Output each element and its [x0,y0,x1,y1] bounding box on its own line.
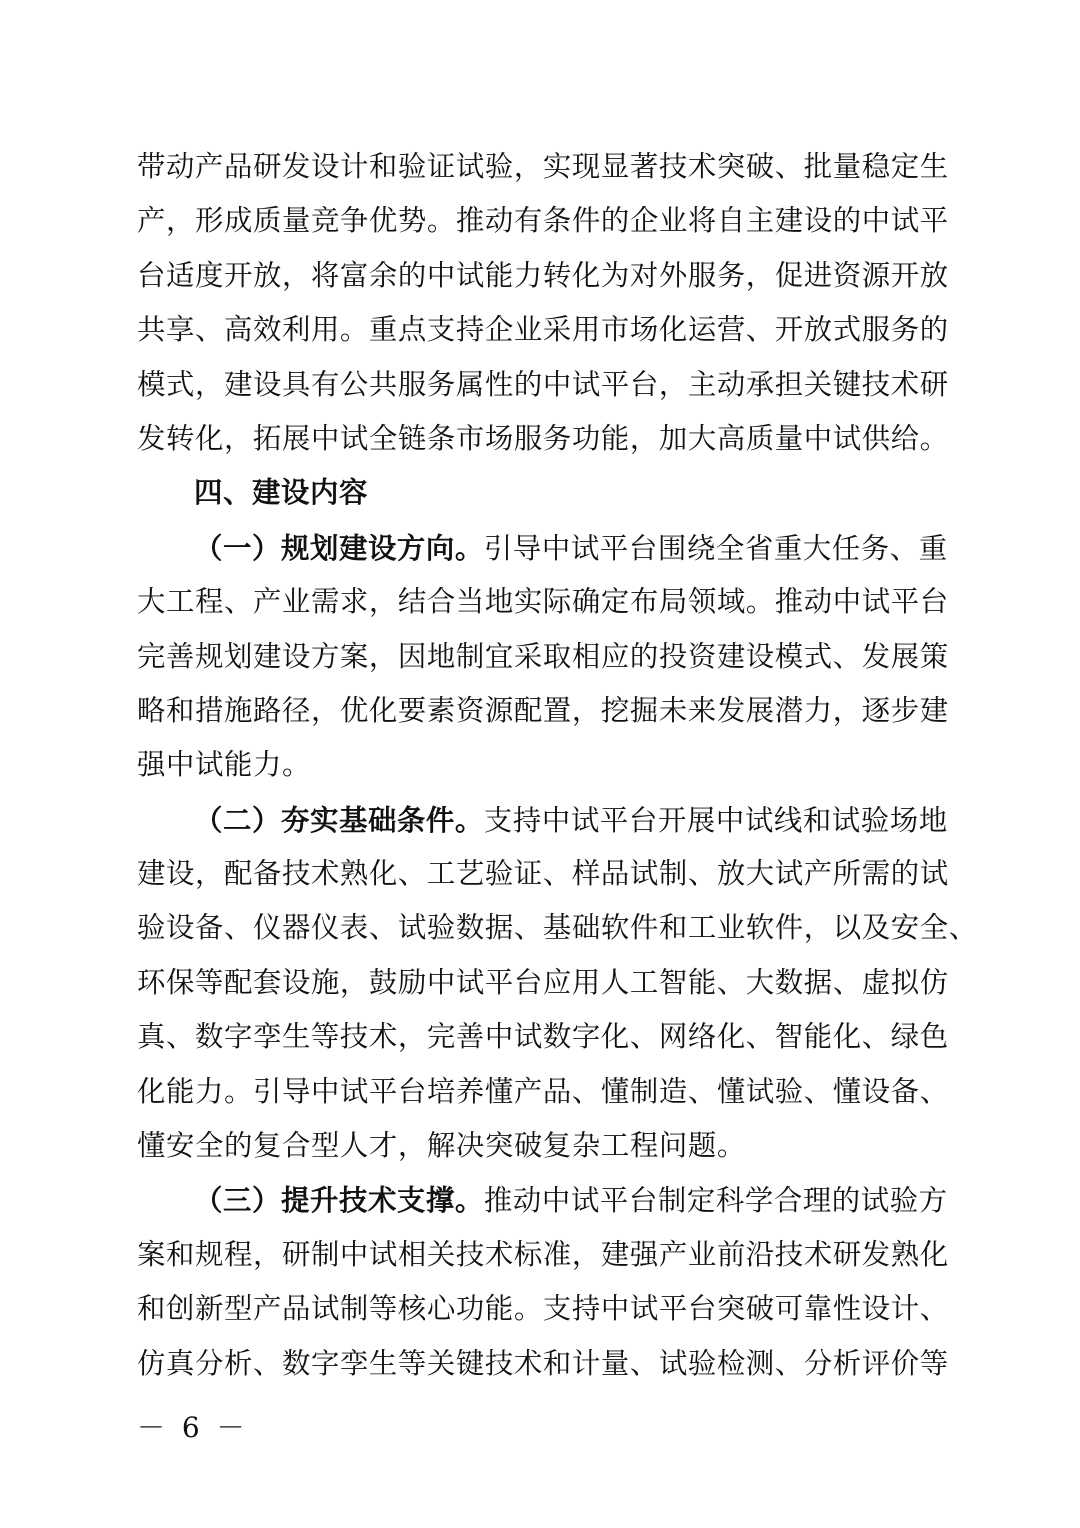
intro-line-1: 带动产品研发设计和验证试验，实现显著技术突破、批量稳定生 [137,150,949,183]
section2-heading: （二）夯实基础条件。 [194,802,484,837]
section2-first-line-text: 支持中试平台开展中试线和试验场地 [483,803,948,837]
intro-line-5: 模式，建设具有公共服务属性的中试平台，主动承担关键技术研 [137,367,949,401]
section3-line-2: 案和规程，研制中试相关技术标准，建强产业前沿技术研发熟化 [137,1237,949,1271]
section2-line-4: 环保等配套设施，鼓励中试平台应用人工智能、大数据、虚拟仿 [137,965,949,999]
section2-first-line [137,793,947,847]
section1-line-2: 大工程、产业需求，结合当地实际确定布局领域。推动中试平台 [137,585,949,619]
section2-line-5: 真、数字孪生等技术，完善中试数字化、网络化、智能化、绿色 [137,1020,949,1054]
section-heading: 四、建设内容 [194,476,368,510]
section3-line-4: 仿真分析、数字孪生等关键技术和计量、试验检测、分析评价等 [137,1346,949,1380]
section3-heading: （三）提升技术支撑。 [194,1183,484,1218]
section1-line-4: 略和措施路径，优化要素资源配置，挖掘未来发展潜力，逐步建 [137,693,949,727]
section1-heading: （一）规划建设方向。 [194,530,484,565]
intro-line-4: 共享、高效利用。重点支持企业采用市场化运营、开放式服务的 [137,313,949,347]
section2-line-3: 验设备、仪器仪表、试验数据、基础软件和工业软件，以及安全、 [137,911,978,945]
section2-line-2: 建设，配备技术熟化、工艺验证、样品试制、放大试产所需的试 [137,857,949,891]
intro-line-3: 台适度开放，将富余的中试能力转化为对外服务，促进资源开放 [137,258,949,292]
section1-line-5: 强中试能力。 [137,748,311,782]
intro-line-6: 发转化，拓展中试全链条市场服务功能，加大高质量中试供给。 [137,421,949,455]
section1-line-3: 完善规划建设方案，因地制宜采取相应的投资建设模式、发展策 [137,639,949,673]
intro-line-2: 产，形成质量竞争优势。推动有条件的企业将自主建设的中试平 [137,204,949,238]
section1-first-line [137,521,947,575]
page-number: － 6 － [137,1411,249,1444]
section1-first-line-text: 引导中试平台围绕全省重大任务、重 [483,531,948,565]
section3-line-3: 和创新型产品试制等核心功能。支持中试平台突破可靠性设计、 [137,1292,949,1326]
section3-first-line-text: 推动中试平台制定科学合理的试验方 [483,1184,948,1218]
section2-line-6: 化能力。引导中试平台培养懂产品、懂制造、懂试验、懂设备、 [137,1074,949,1108]
section2-line-7: 懂安全的复合型人才，解决突破复杂工程问题。 [137,1129,746,1163]
document-body [137,140,978,1391]
section3-first-line [137,1173,947,1227]
